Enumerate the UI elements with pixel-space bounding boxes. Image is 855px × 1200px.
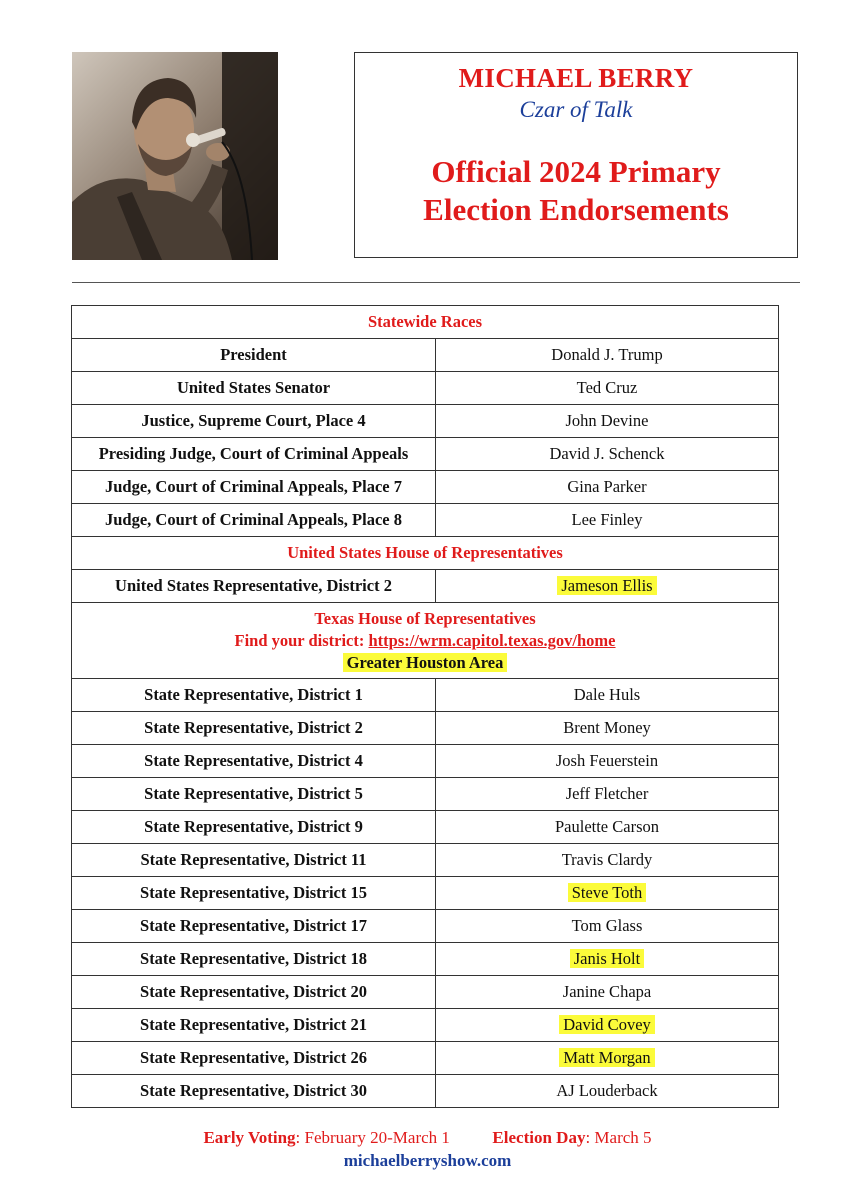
table-row xyxy=(72,405,779,438)
find-district-line xyxy=(72,630,778,652)
candidate-cell xyxy=(436,570,779,603)
divider xyxy=(72,282,800,283)
candidate-name: Steve Toth xyxy=(568,883,647,902)
candidate-name: Donald J. Trump xyxy=(551,345,663,364)
candidate-cell xyxy=(436,778,779,811)
office-cell: Justice, Supreme Court, Place 4 xyxy=(72,405,436,438)
office-cell: United States Senator xyxy=(72,372,436,405)
tx-house-rows xyxy=(72,679,779,1108)
candidate-cell xyxy=(436,976,779,1009)
tx-house-heading: Texas House of Representatives xyxy=(314,608,536,628)
office-cell: United States Representative, District 2 xyxy=(72,570,436,603)
table-row xyxy=(72,943,779,976)
table-row xyxy=(72,712,779,745)
candidate-name: John Devine xyxy=(565,411,649,430)
candidate-cell xyxy=(436,877,779,910)
office-cell: Presiding Judge, Court of Criminal Appeals xyxy=(72,438,436,471)
office-cell: State Representative, District 15 xyxy=(72,877,436,910)
table-row xyxy=(72,745,779,778)
candidate-cell xyxy=(436,679,779,712)
candidate-cell xyxy=(436,712,779,745)
table-row xyxy=(72,844,779,877)
candidate-cell xyxy=(436,504,779,537)
section-row xyxy=(72,306,779,339)
election-day-label: Election Day xyxy=(492,1128,586,1147)
us-house-rows xyxy=(72,570,779,603)
voting-dates xyxy=(0,1128,855,1148)
office-cell: State Representative, District 17 xyxy=(72,910,436,943)
office-cell: State Representative, District 11 xyxy=(72,844,436,877)
section-row xyxy=(72,537,779,570)
table-row xyxy=(72,976,779,1009)
candidate-cell xyxy=(436,471,779,504)
office-cell: President xyxy=(72,339,436,372)
office-cell: State Representative, District 18 xyxy=(72,943,436,976)
section-us-house: United States House of Representatives xyxy=(72,537,779,570)
office-cell: Judge, Court of Criminal Appeals, Place 8 xyxy=(72,504,436,537)
candidate-name: Gina Parker xyxy=(567,477,647,496)
office-cell: State Representative, District 9 xyxy=(72,811,436,844)
office-cell: State Representative, District 2 xyxy=(72,712,436,745)
election-day-date: : March 5 xyxy=(585,1128,652,1147)
candidate-cell xyxy=(436,844,779,877)
candidate-name: David J. Schenck xyxy=(549,444,665,463)
table-row xyxy=(72,438,779,471)
host-tagline: Czar of Talk xyxy=(519,97,633,122)
table-row xyxy=(72,570,779,603)
section-tx-house xyxy=(72,603,779,679)
candidate-name: Brent Money xyxy=(563,718,651,737)
table-row xyxy=(72,1042,779,1075)
office-cell: State Representative, District 4 xyxy=(72,745,436,778)
office-cell: State Representative, District 20 xyxy=(72,976,436,1009)
table-row xyxy=(72,1075,779,1108)
table-row xyxy=(72,1009,779,1042)
website-link[interactable]: michaelberryshow.com xyxy=(343,1151,512,1170)
candidate-name: Paulette Carson xyxy=(554,817,660,836)
candidate-name: Lee Finley xyxy=(571,510,643,529)
candidate-name: Jeff Fletcher xyxy=(565,784,649,803)
section-row xyxy=(72,603,779,679)
host-name: MICHAEL BERRY xyxy=(458,63,694,93)
title-line-1: Official 2024 Primary xyxy=(431,154,721,189)
candidate-cell xyxy=(436,943,779,976)
find-district-label: Find your district: xyxy=(234,630,365,650)
find-district-link[interactable]: https://wrm.capitol.texas.gov/home xyxy=(368,630,616,650)
statewide-rows xyxy=(72,339,779,537)
document-title xyxy=(355,153,797,229)
candidate-name: Tom Glass xyxy=(571,916,643,935)
candidate-name: David Covey xyxy=(559,1015,655,1034)
early-voting-dates: : February 20-March 1 xyxy=(295,1128,450,1147)
candidate-name: Josh Feuerstein xyxy=(555,751,659,770)
candidate-name: AJ Louderback xyxy=(556,1081,658,1100)
footer xyxy=(0,1128,855,1171)
candidate-cell xyxy=(436,1075,779,1108)
table-row xyxy=(72,811,779,844)
title-box xyxy=(354,52,798,258)
candidate-cell xyxy=(436,1042,779,1075)
candidate-cell xyxy=(436,1009,779,1042)
candidate-name: Ted Cruz xyxy=(576,378,638,397)
region-label: Greater Houston Area xyxy=(343,653,508,672)
table-row xyxy=(72,339,779,372)
candidate-cell xyxy=(436,405,779,438)
office-cell: State Representative, District 1 xyxy=(72,679,436,712)
title-line-2: Election Endorsements xyxy=(423,192,729,227)
table-row xyxy=(72,877,779,910)
candidate-name: Janine Chapa xyxy=(562,982,652,1001)
candidate-name: Janis Holt xyxy=(570,949,644,968)
candidate-name: Travis Clardy xyxy=(561,850,653,869)
candidate-cell xyxy=(436,811,779,844)
table-row xyxy=(72,679,779,712)
candidate-cell xyxy=(436,438,779,471)
candidate-name: Jameson Ellis xyxy=(557,576,656,595)
office-cell: Judge, Court of Criminal Appeals, Place 7 xyxy=(72,471,436,504)
candidate-cell xyxy=(436,339,779,372)
candidate-cell xyxy=(436,372,779,405)
office-cell: State Representative, District 30 xyxy=(72,1075,436,1108)
early-voting-label: Early Voting xyxy=(203,1128,296,1147)
office-cell: State Representative, District 5 xyxy=(72,778,436,811)
candidate-name: Matt Morgan xyxy=(559,1048,654,1067)
table-row xyxy=(72,910,779,943)
table-row xyxy=(72,471,779,504)
office-cell: State Representative, District 26 xyxy=(72,1042,436,1075)
candidate-cell xyxy=(436,745,779,778)
candidate-cell xyxy=(436,910,779,943)
endorsement-table xyxy=(71,305,779,1108)
table-row xyxy=(72,372,779,405)
table-row xyxy=(72,778,779,811)
table-row xyxy=(72,504,779,537)
office-cell: State Representative, District 21 xyxy=(72,1009,436,1042)
section-statewide: Statewide Races xyxy=(72,306,779,339)
candidate-name: Dale Huls xyxy=(573,685,641,704)
host-photo xyxy=(72,52,278,260)
